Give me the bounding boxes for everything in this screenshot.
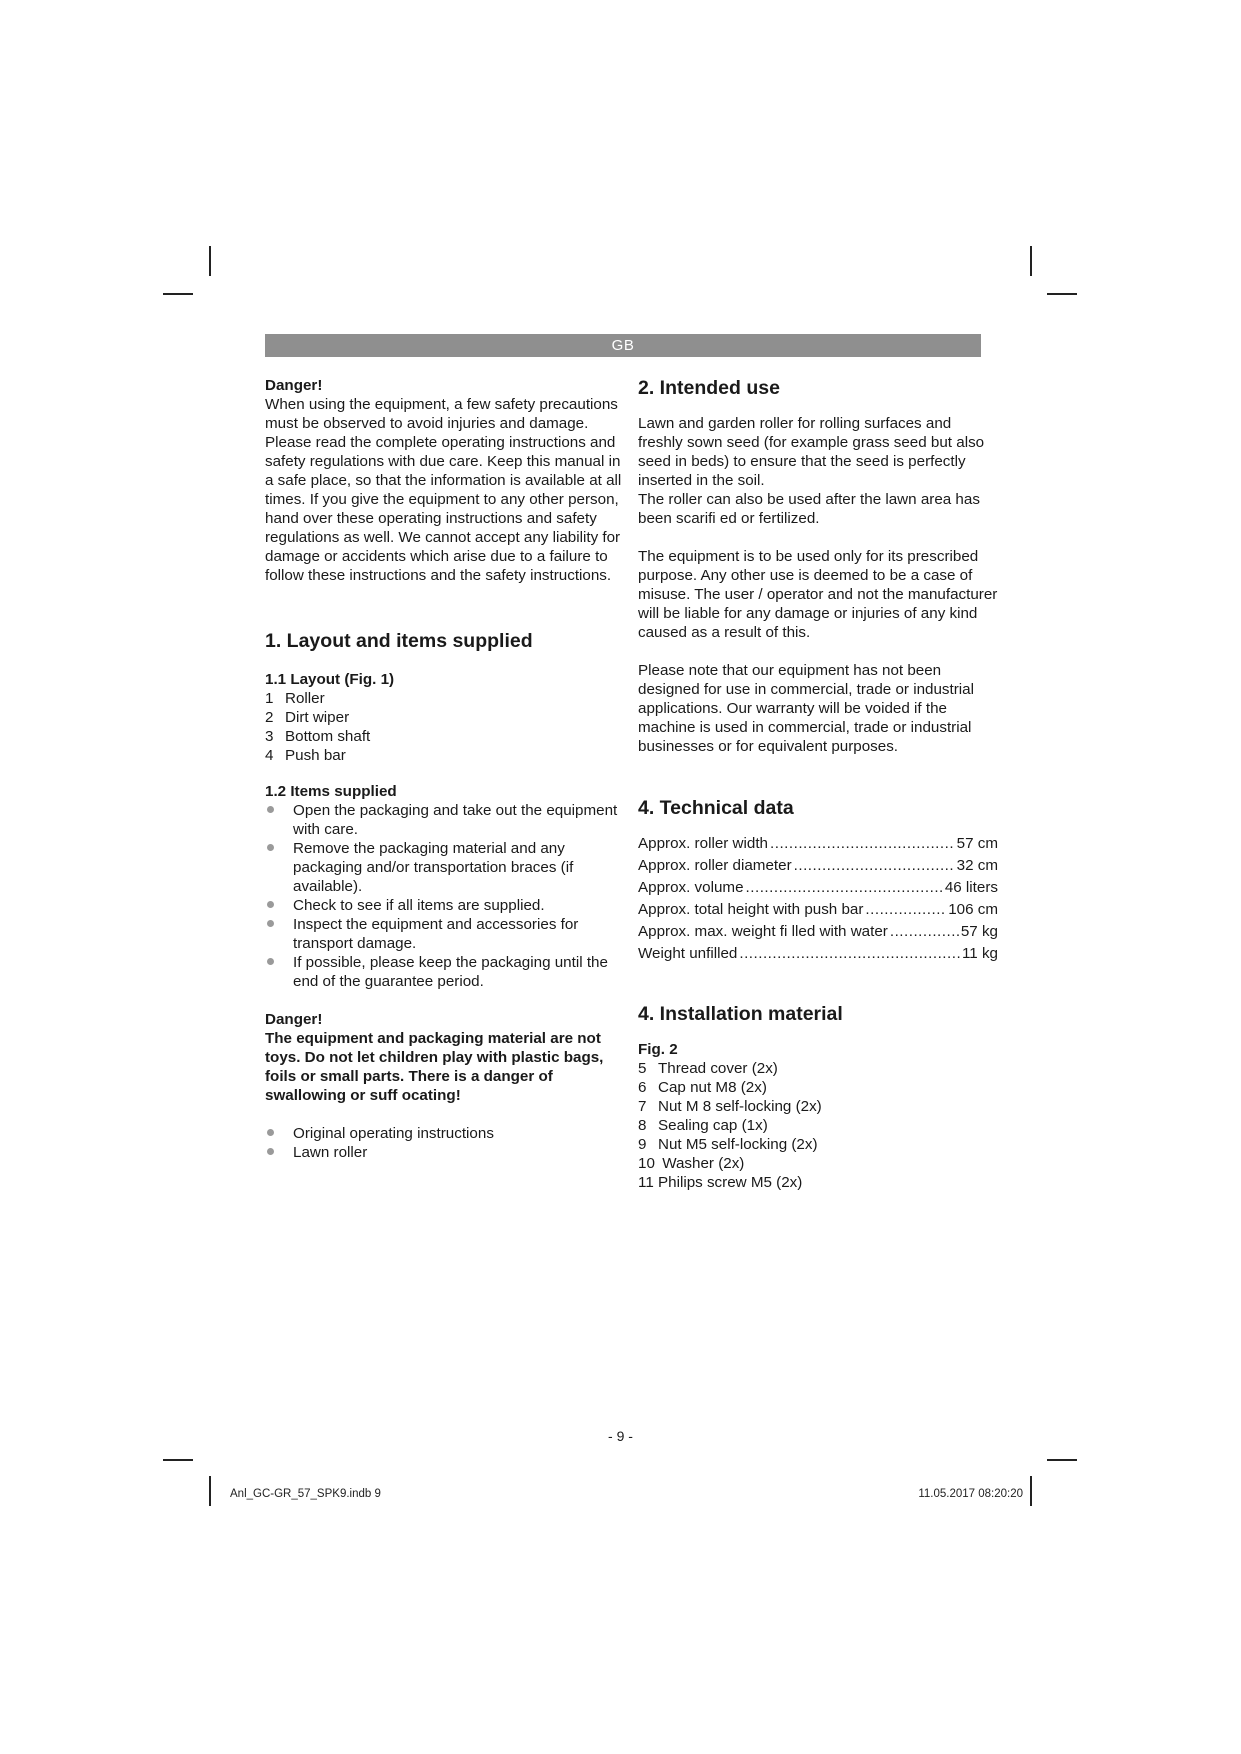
list-item: Original operating instructions — [265, 1124, 627, 1143]
bullet-icon — [267, 1148, 274, 1155]
list-item: 8 Sealing cap (1x) — [638, 1117, 768, 1134]
crop-mark-bottom-right-horizontal — [1047, 1459, 1077, 1461]
crop-mark-top-right-vertical — [1030, 246, 1032, 276]
list-item: Open the packaging and take out the equipment with care. — [265, 801, 627, 839]
items-supplied-subtitle: 1.2 Items supplied — [265, 783, 397, 800]
language-header-bar: GB — [265, 334, 981, 357]
layout-subtitle: 1.1 Layout (Fig. 1) — [265, 671, 395, 688]
list-item: 1 Roller — [265, 690, 325, 707]
intended-use-paragraph-1b: The roller can also be used after the lawn area has been scarifi ed or fertilized. — [638, 491, 980, 527]
table-row: Approx. roller diameter ..... 32 cm — [638, 856, 998, 875]
contents-list — [265, 1124, 627, 1162]
section-installation-material-title: 4. Installation material — [638, 1003, 843, 1025]
crop-mark-top-left-horizontal — [163, 293, 193, 295]
bullet-icon — [267, 901, 274, 908]
right-column — [638, 376, 998, 1192]
list-item: Remove the packaging material and any packaging and/or transportation braces (if available). — [265, 839, 627, 896]
footer-file-name: Anl_GC-GR_57_SPK9.indb 9 — [230, 1488, 381, 1500]
list-item: 9 Nut M5 self-locking (2x) — [638, 1136, 818, 1153]
list-item: Inspect the equipment and accessories for transport damage. — [265, 915, 627, 953]
intended-use-paragraph-3: Please note that our equipment has not been designed for use in commercial, trade or industrial applications. Our warranty will be voided if the machine is used in commercial, trade or industrial businesses or for equivalent purposes. — [638, 662, 974, 755]
intended-use-paragraph-2: The equipment is to be used only for its prescribed purpose. Any other use is deemed to be a case of misuse. The user / operator and not the manufacturer will be liable for any damage or injuries of any kind caused as a result of this. — [638, 548, 998, 641]
bullet-icon — [267, 844, 274, 851]
installation-list — [638, 1059, 998, 1192]
list-item: 4 Push bar — [265, 747, 346, 764]
fig-2-title: Fig. 2 — [638, 1041, 678, 1058]
crop-mark-top-left-vertical — [209, 246, 211, 276]
technical-data-table — [638, 834, 998, 963]
section-intended-use-title: 2. Intended use — [638, 377, 780, 399]
list-item: 2 Dirt wiper — [265, 709, 350, 726]
list-item: 10 Washer (2x) — [638, 1155, 745, 1172]
items-supplied-list — [265, 801, 627, 991]
page-number: - 9 - — [608, 1428, 633, 1444]
table-row: Approx. roller width ..... 57 cm — [638, 834, 998, 853]
left-column — [265, 376, 627, 1162]
danger-title-2: Danger! — [265, 1011, 323, 1028]
bullet-icon — [267, 958, 274, 965]
list-item: 3 Bottom shaft — [265, 728, 371, 745]
section-layout-title: 1. Layout and items supplied — [265, 630, 533, 652]
table-row: Approx. max. weight fi lled with water ..... 57 kg — [638, 922, 998, 941]
list-item: Check to see if all items are supplied. — [265, 896, 627, 915]
section-technical-data-title: 4. Technical data — [638, 797, 794, 819]
danger-text: When using the equipment, a few safety precautions must be observed to avoid injuries and damage. Please read the complete operating instructions and safety regulations with due care. Keep this manual in a safe place, so that the information is available at all times. If you give the equipment to any other person, hand over these operating instructions and safety regulations as well. We cannot accept any liability for damage or accidents which arise due to a failure to follow these instructions and the safety instructions. — [265, 396, 622, 584]
list-item: 5 Thread cover (2x) — [638, 1060, 778, 1077]
list-item: 6 Cap nut M8 (2x) — [638, 1079, 767, 1096]
list-item: Lawn roller — [265, 1143, 627, 1162]
list-item: 11 Philips screw M5 (2x) — [638, 1174, 803, 1191]
bullet-icon — [267, 920, 274, 927]
footer-timestamp: 11.05.2017 08:20:20 — [918, 1488, 1023, 1500]
crop-mark-bottom-left-horizontal — [163, 1459, 193, 1461]
table-row: Approx. volume ..... 46 liters — [638, 878, 998, 897]
list-item: If possible, please keep the packaging until the end of the guarantee period. — [265, 953, 627, 991]
list-item: 7 Nut M 8 self-locking (2x) — [638, 1098, 822, 1115]
table-row: Approx. total height with push bar ..... 106 cm — [638, 900, 998, 919]
bullet-icon — [267, 1129, 274, 1136]
crop-mark-bottom-right-vertical — [1030, 1476, 1032, 1506]
danger-text-2: The equipment and packaging material are not toys. Do not let children play with plastic bags, foils or small parts. There is a danger of swallowing or suff ocating! — [265, 1030, 604, 1104]
danger-title: Danger! — [265, 377, 323, 394]
intended-use-paragraph-1: Lawn and garden roller for rolling surfaces and freshly sown seed (for example grass seed but also seed in beds) to ensure that the seed is perfectly inserted in the soil. — [638, 415, 985, 489]
crop-mark-bottom-left-vertical — [209, 1476, 211, 1506]
table-row: Weight unfilled ..... 11 kg — [638, 944, 998, 963]
layout-list — [265, 689, 627, 765]
crop-mark-top-right-horizontal — [1047, 293, 1077, 295]
bullet-icon — [267, 806, 274, 813]
